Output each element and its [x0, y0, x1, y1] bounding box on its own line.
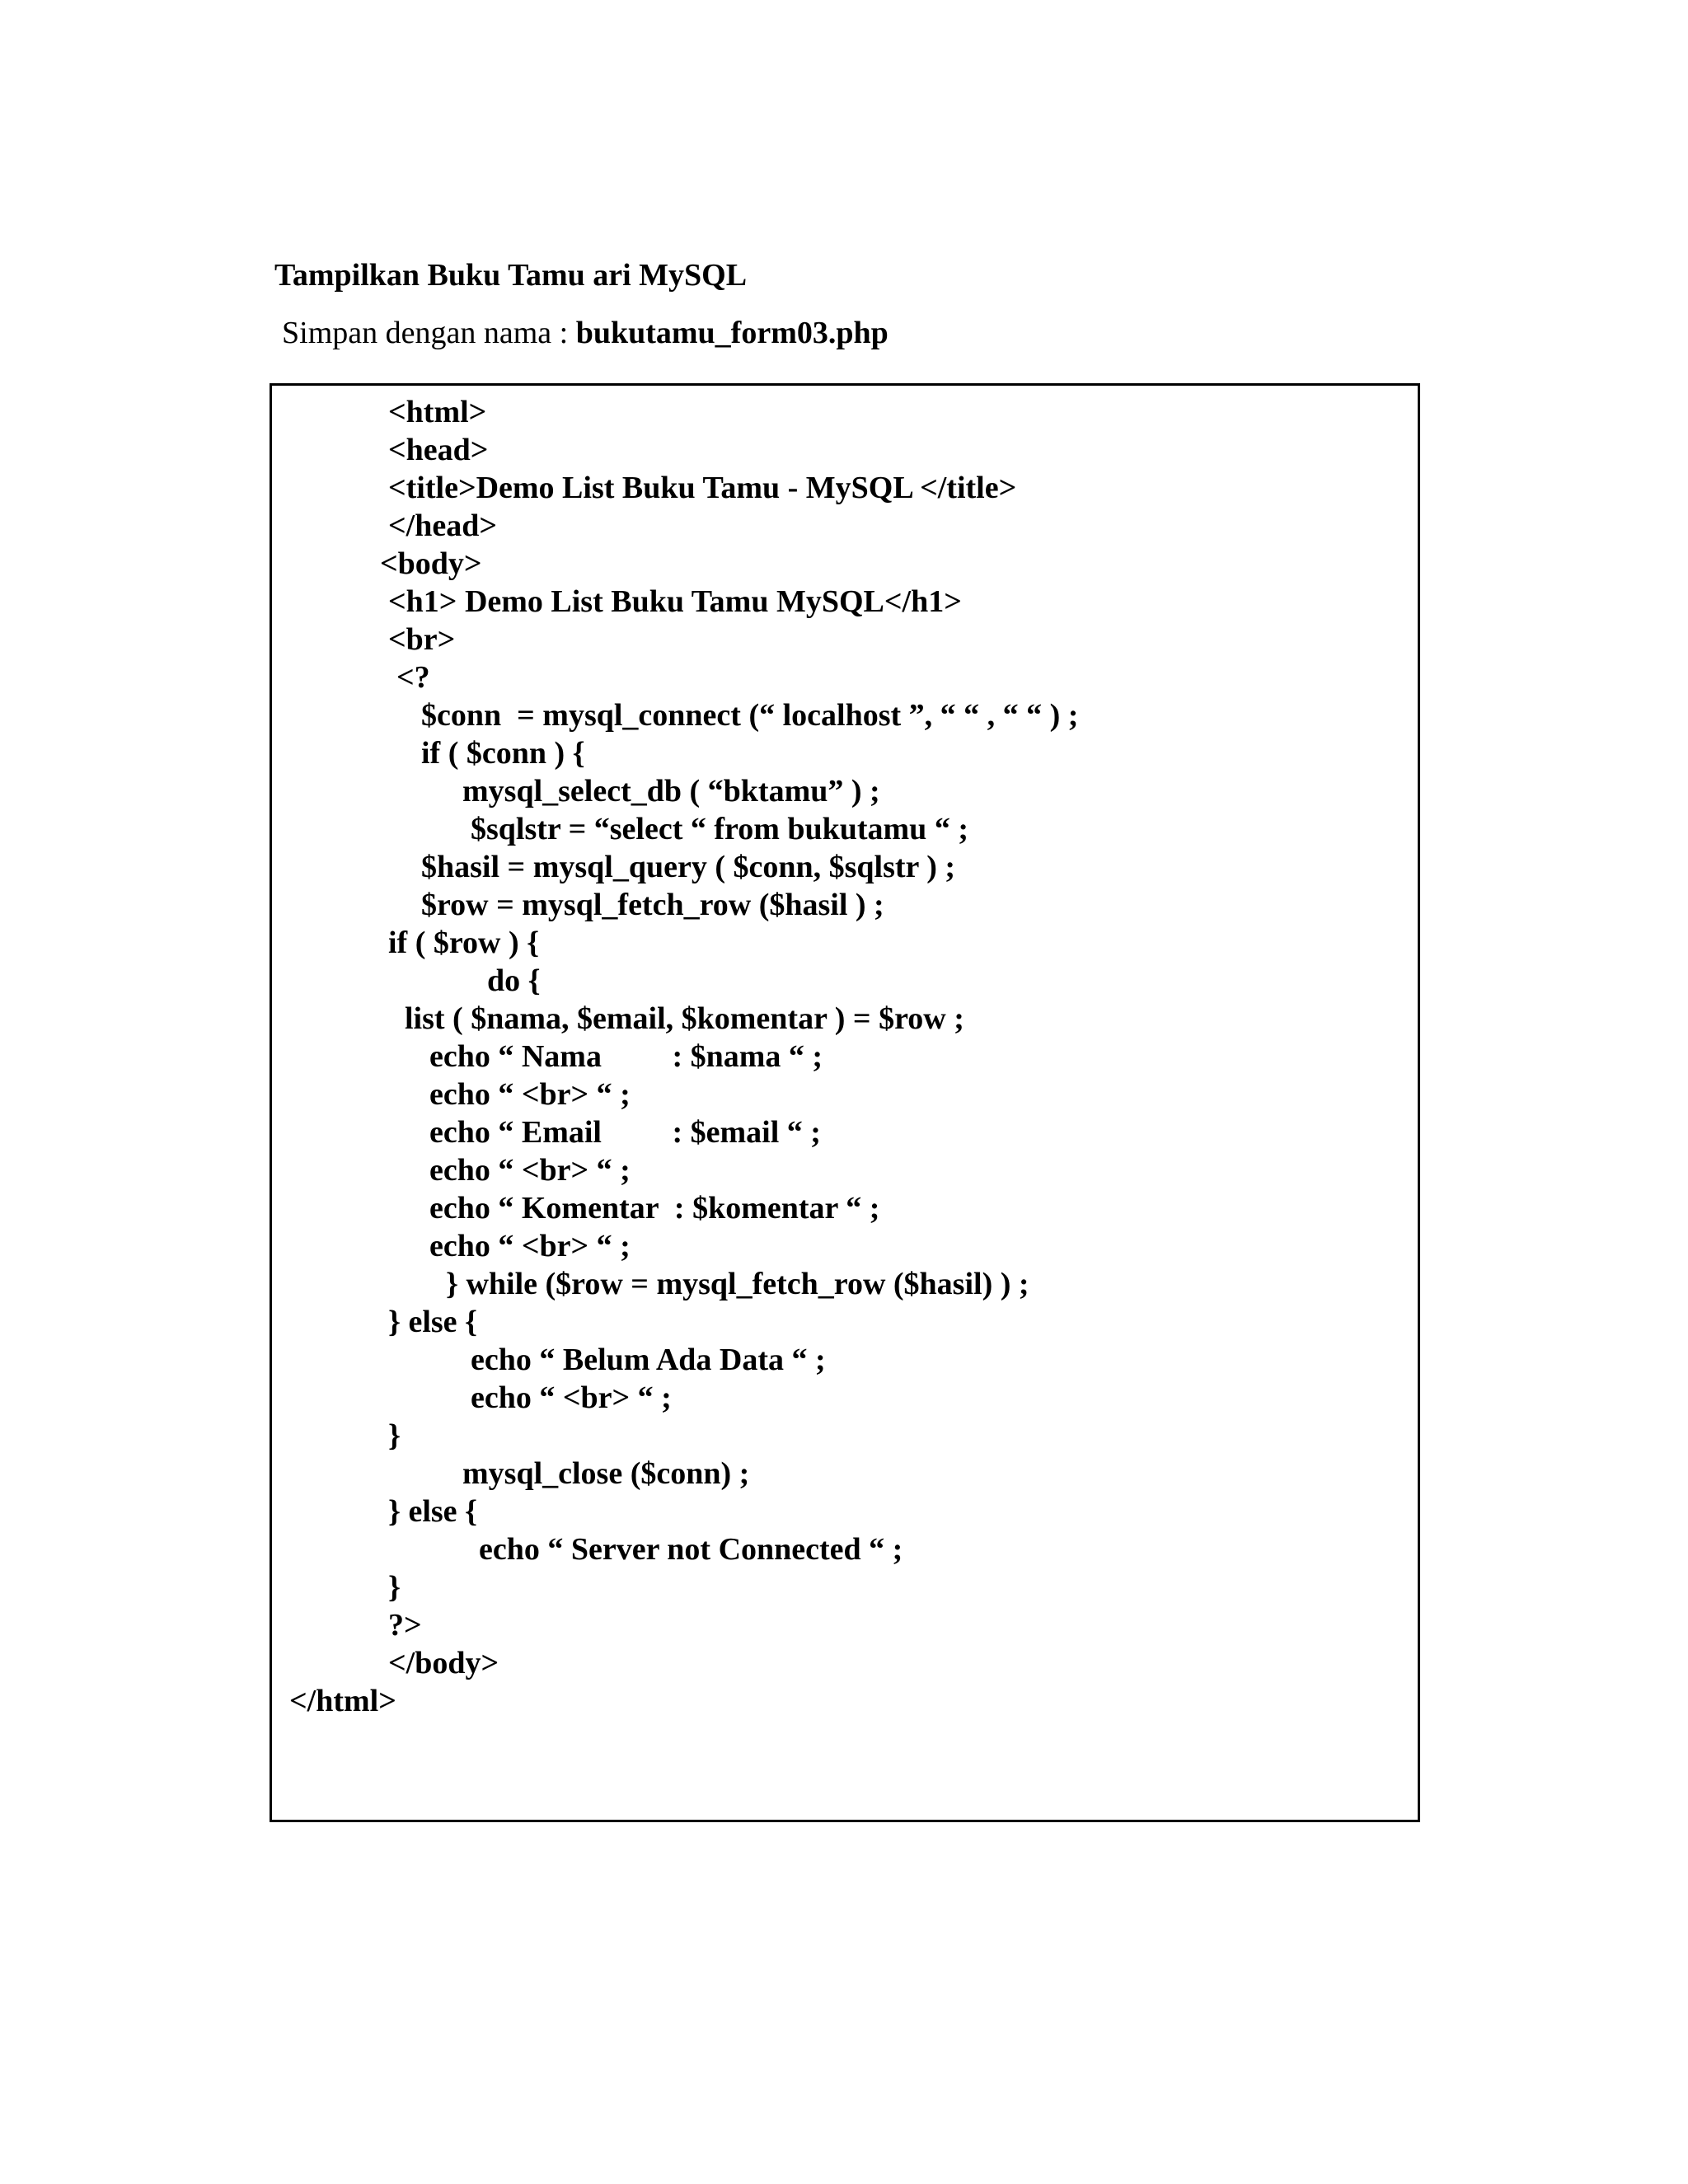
code-line: <head>: [388, 433, 489, 467]
code-line: <?: [396, 660, 430, 695]
code-line: } else {: [388, 1494, 478, 1529]
code-line: echo “ Server not Connected “ ;: [479, 1532, 903, 1567]
code-line: echo “ <br> “ ;: [429, 1077, 631, 1112]
code-line: $row = mysql_fetch_row ($hasil ) ;: [421, 888, 884, 922]
save-filename: bukutamu_form03.php: [575, 316, 889, 350]
code-line: do {: [487, 963, 541, 998]
code-line: echo “ <br> “ ;: [429, 1153, 631, 1188]
code-line: </head>: [388, 509, 497, 543]
code-listing-box: [270, 383, 1420, 1822]
save-label: Simpan dengan nama :: [282, 316, 576, 350]
code-line: if ( $row ) {: [388, 926, 540, 960]
code-line: if ( $conn ) {: [421, 736, 585, 771]
code-line: <html>: [388, 395, 487, 429]
code-line: <br>: [388, 622, 456, 657]
code-line: } while ($row = mysql_fetch_row ($hasil) ) ;: [446, 1267, 1029, 1301]
code-line: mysql_select_db ( “bktamu” ) ;: [462, 774, 880, 808]
code-line: echo “ <br> “ ;: [471, 1380, 672, 1415]
code-line: } else {: [388, 1305, 478, 1339]
code-line: $sqlstr = “select “ from bukutamu “ ;: [471, 812, 968, 846]
save-instruction: [282, 312, 889, 354]
code-line: list ( $nama, $email, $komentar ) = $row ;: [405, 1001, 964, 1036]
code-line: echo “ Email : $email “ ;: [429, 1115, 821, 1150]
code-line: }: [388, 1418, 401, 1453]
code-line: }: [388, 1570, 401, 1605]
code-line: mysql_close ($conn) ;: [462, 1456, 750, 1491]
code-line: echo “ <br> “ ;: [429, 1229, 631, 1263]
code-line: $hasil = mysql_query ( $conn, $sqlstr ) ;: [421, 850, 956, 884]
code-line: echo “ Komentar : $komentar “ ;: [429, 1191, 880, 1226]
code-line: ?>: [388, 1608, 422, 1643]
code-line: <body>: [380, 546, 482, 581]
code-line: </html>: [289, 1684, 396, 1718]
page-title: Tampilkan Buku Tamu ari MySQL: [274, 258, 748, 293]
code-line: echo “ Belum Ada Data “ ;: [471, 1343, 826, 1377]
code-line: <title>Demo List Buku Tamu - MySQL </title>: [388, 471, 1017, 505]
code-line: $conn = mysql_connect (“ localhost ”, “ “ , “ “ ) ;: [421, 698, 1079, 733]
code-line: </body>: [388, 1646, 499, 1680]
code-line: <h1> Demo List Buku Tamu MySQL</h1>: [388, 584, 962, 619]
code-line: echo “ Nama : $nama “ ;: [429, 1039, 823, 1074]
